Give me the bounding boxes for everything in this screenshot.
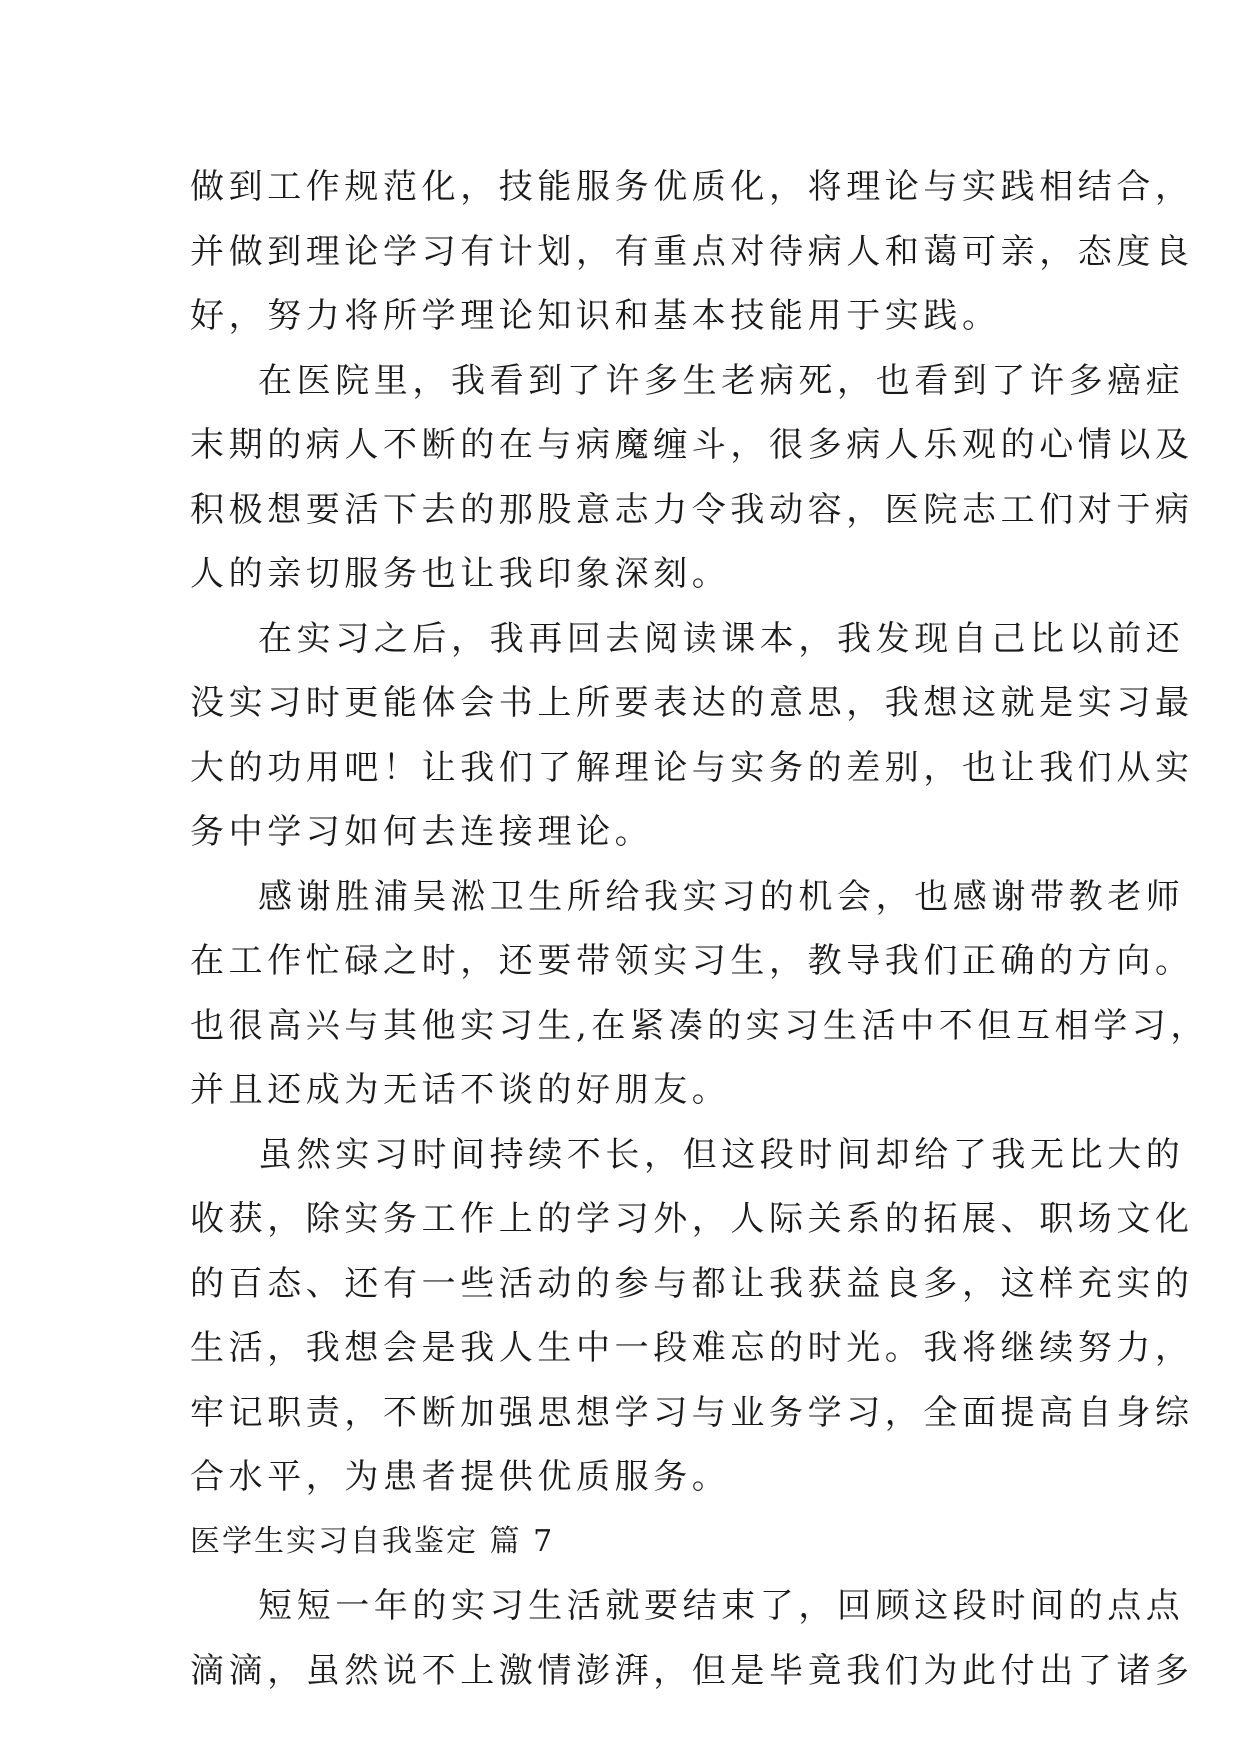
text-line: 在工作忙碌之时，还要带领实习生，教导我们正确的方向。: [190, 941, 1194, 981]
text-line: 并做到理论学习有计划，有重点对待病人和蔼可亲，态度良: [190, 231, 1194, 272]
text-line: 并且还成为无话不谈的好朋友。: [190, 1070, 731, 1110]
text-line: 大的功用吧！让我们了解理论与实务的差别，也让我们从实: [190, 747, 1194, 788]
text-line: 短短一年的实习生活就要结束了，回顾这段时间的点点: [258, 1586, 1185, 1626]
text-line: 滴滴，虽然说不上激情澎湃，但是毕竟我们为此付出了诸多: [190, 1650, 1194, 1691]
text-line: 没实习时更能体会书上所要表达的意思，我想这就是实习最: [190, 683, 1194, 723]
text-line: 虽然实习时间持续不长，但这段时间却给了我无比大的: [258, 1134, 1185, 1175]
text-line: 做到工作规范化，技能服务优质化，将理论与实践相结合，: [190, 167, 1194, 207]
text-line: 务中学习如何去连接理论。: [190, 812, 654, 852]
text-line: 人的亲切服务也让我印象深刻。: [190, 554, 731, 594]
text-line: 在医院里，我看到了许多生老病死，也看到了许多癌症: [258, 360, 1185, 401]
text-line: 牢记职责，不断加强思想学习与业务学习，全面提高自身综: [190, 1392, 1194, 1433]
text-line: 在实习之后，我再回去阅读课本，我发现自己比以前还: [258, 618, 1185, 659]
text-line: 末期的病人不断的在与病魔缠斗，很多病人乐观的心情以及: [190, 425, 1194, 465]
text-line: 收获，除实务工作上的学习外，人际关系的拓展、职场文化: [190, 1199, 1194, 1239]
text-line: 合水平，为患者提供优质服务。: [190, 1457, 731, 1497]
text-line: 积极想要活下去的那股意志力令我动容，医院志工们对于病: [190, 489, 1194, 530]
text-line: 也很高兴与其他实习生,在紧凑的实习生活中不但互相学习，: [190, 1005, 1210, 1046]
text-line: 感谢胜浦吴淞卫生所给我实习的机会，也感谢带教老师: [258, 876, 1185, 917]
document-body: [190, 155, 1210, 1703]
section-heading: 医学生实习自我鉴定 篇 7: [190, 1523, 555, 1559]
text-line: 生活，我想会是我人生中一段难忘的时光。我将继续努力，: [190, 1328, 1194, 1368]
text-line: 的百态、还有一些活动的参与都让我获益良多，这样充实的: [190, 1263, 1194, 1304]
text-line: 好，努力将所学理论知识和基本技能用于实践。: [190, 296, 1001, 336]
